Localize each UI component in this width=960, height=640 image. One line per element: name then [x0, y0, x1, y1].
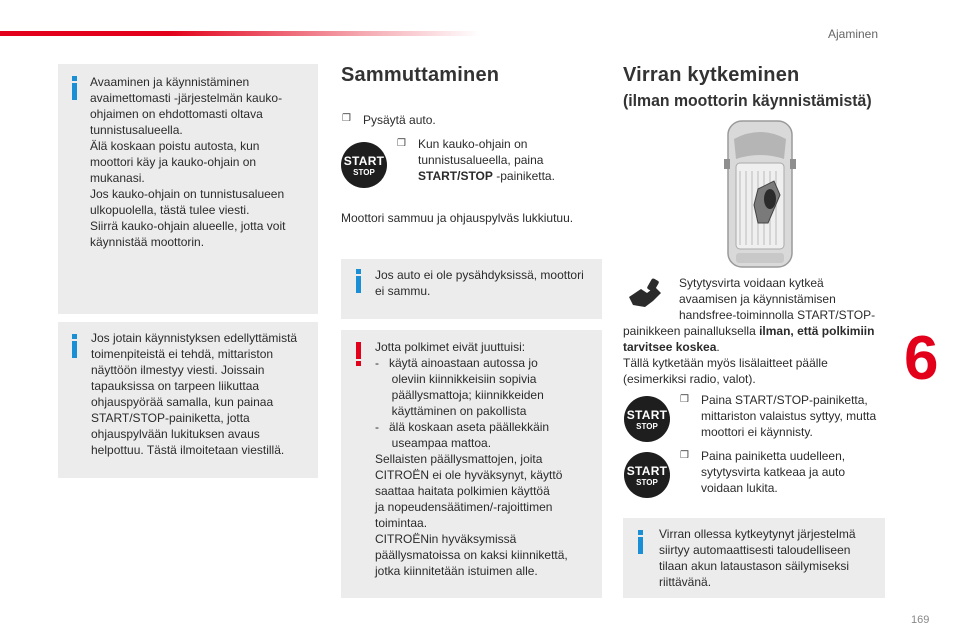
info-icon — [70, 334, 80, 358]
step-press-again: Paina painiketta uudelleen, sytytysvirta katkeaa ja auto voidaan lukita. — [701, 449, 846, 495]
start-stop-button-icon: START STOP — [624, 452, 670, 498]
info-text: Jos auto ei ole pysähdyksissä, moottori ei sammu. — [375, 268, 584, 298]
bullet-icon: ❒ — [680, 450, 689, 461]
bullet-icon: ❒ — [342, 113, 351, 124]
intro-text: Sytytysvirta voidaan kytkeä avaamisen ja käynnistämisen handsfree-toiminnolla START/STOP- painikkeen painalluksella ilman, että polkimiin tarvitsee koskea. Tällä kytketään myös lisälaitteet päälle (esimerkiksi radio, valot). — [623, 276, 876, 386]
title-sammuttaminen: Sammuttaminen — [341, 64, 500, 86]
section-title: Ajaminen — [828, 27, 879, 41]
info-text: Virran ollessa kytkeytynyt järjestelmä siirtyy automaattisesti taloudelliseen tilaan akun lataustason säilymiseksi riittävänä. — [659, 527, 856, 589]
info-icon — [636, 530, 646, 554]
subtitle-ilman-moottorin: (ilman moottorin käynnistämistä) — [623, 91, 872, 110]
bullet-icon: ❒ — [680, 394, 689, 405]
car-top-view-image — [724, 119, 796, 269]
start-stop-button-icon: START STOP — [624, 396, 670, 442]
engine-stop-result: Moottori sammuu ja ohjauspylväs lukkiutuu. — [341, 211, 574, 225]
info-box-not-stopped — [341, 259, 602, 319]
chapter-number: 6 — [904, 324, 939, 393]
info-text: Jos jotain käynnistyksen edellyttämistä toimenpiteistä ei tehdä, mittariston näyttöön ilmestyy viesti. Joissain tapauksissa on tarpeen liikuttaa ohjauspyörää samalla, kun painaa START/STOP-painiketta, jotta ohjauspylvään lukituksen avaus helpottuu. Tästä ilmoitetaan viestillä. — [91, 331, 298, 457]
info-box-economy-mode — [623, 518, 885, 598]
info-icon — [354, 269, 364, 293]
step-press-start-stop: Kun kauko-ohjain on tunnistusalueella, paina START/STOP -painiketta. — [418, 137, 555, 183]
info-icon — [70, 76, 80, 100]
header-accent-bar — [0, 31, 480, 36]
bullet-icon: ❒ — [397, 138, 406, 149]
step-press-once: Paina START/STOP-painiketta, mittariston valaistus syttyy, mutta moottori ei käynnisty. — [701, 393, 877, 439]
warning-box-pedals — [341, 330, 602, 598]
step-stop-car: Pysäytä auto. — [363, 113, 436, 127]
info-text: Avaaminen ja käynnistäminen avaimettomasti -järjestelmän kauko- ohjaimen on ehdottomasti oltava tunnistusalueella. Älä koskaan poistu autosta, kun moottori käy ja kauko-ohjain on mukanasi. Jos kauko-ohjain on tunnistusalueen ulkopuolella, tästä tulee viesti. Siirrä kauko-ohjain alueelle, jotta voit käynnistää moottorin. — [90, 75, 286, 249]
title-virran-kytkeminen: Virran kytkeminen — [623, 64, 800, 86]
info-box-start-conditions — [58, 322, 318, 478]
page-number: 169 — [911, 614, 930, 626]
start-stop-button-icon: START STOP — [341, 142, 387, 188]
warning-icon — [354, 342, 364, 366]
warning-text: Jotta polkimet eivät juuttuisi: - käytä ainoastaan autossa jo oleviin kiinnikkeisiin sopivia päällysmattoja; kiinnikkeiden käyttäminen on pakollista - älä koskaan aseta päällekkäin useampaa mattoa. Sellaisten päällysmattojen, joita CITROËN ei ole hyväksynyt, käyttö saattaa haitata polkimien käyttöä ja nopeudensäätimen/-rajoittimen toimintaa. CITROËNin hyväksymissä päällysmatoissa on kaksi kiinnikettä, jotka kiinnitetään istuimen alle. — [375, 340, 568, 578]
info-box-remote-range — [58, 64, 318, 314]
